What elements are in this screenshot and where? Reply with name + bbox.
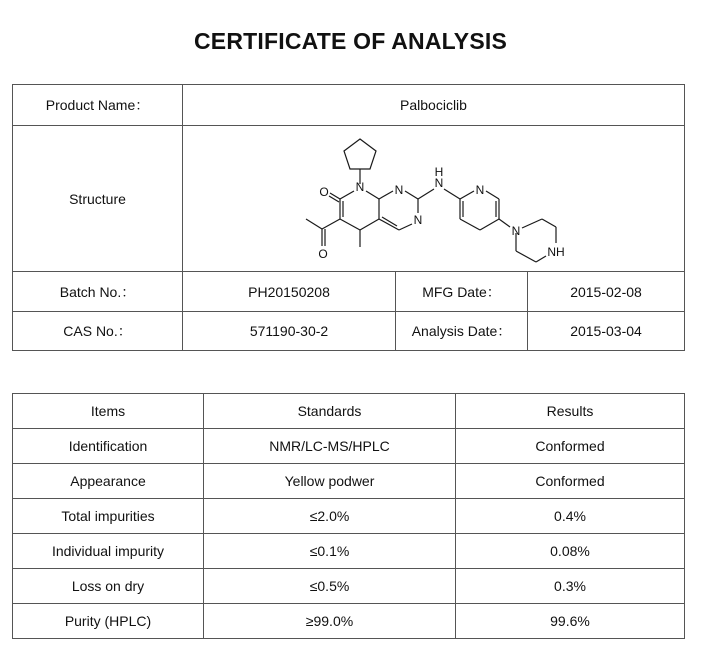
result-cell: 99.6%	[456, 604, 685, 639]
table-row	[13, 464, 685, 499]
mfg-date-label: MFG Date：	[396, 272, 528, 312]
batch-value: PH20150208	[183, 272, 396, 312]
results-header-row	[13, 394, 685, 429]
standard-cell: ≤0.5%	[204, 569, 456, 604]
atom-o-keto: O	[318, 184, 329, 199]
batch-label: Batch No.：	[13, 272, 183, 312]
atom-nh-link: N	[434, 175, 443, 190]
item-cell: Identification	[13, 429, 204, 464]
structure-cell	[183, 126, 685, 272]
cas-row	[13, 312, 685, 351]
atom-nh-piperazine: NH	[546, 244, 565, 259]
product-name-value: Palbociclib	[183, 85, 685, 126]
result-cell: 0.3%	[456, 569, 685, 604]
batch-row	[13, 272, 685, 312]
atom-n-pyridine: N	[475, 182, 484, 197]
mfg-date-value: 2015-02-08	[528, 272, 685, 312]
table-row	[13, 569, 685, 604]
analysis-date-value: 2015-03-04	[528, 312, 685, 351]
table-row	[13, 534, 685, 569]
atom-n-piperazine: N	[511, 223, 520, 238]
table-row	[13, 429, 685, 464]
product-name-label: Product Name：	[13, 85, 183, 126]
item-cell: Purity (HPLC)	[13, 604, 204, 639]
cyclopentyl-ring	[344, 139, 376, 169]
header-standards: Standards	[204, 394, 456, 429]
atom-h-link: H	[434, 164, 443, 179]
standard-cell: ≤2.0%	[204, 499, 456, 534]
atom-n-pyrimidine-top: N	[394, 182, 403, 197]
item-cell: Appearance	[13, 464, 204, 499]
document-title: CERTIFICATE OF ANALYSIS	[194, 28, 507, 54]
header-items: Items	[13, 394, 204, 429]
item-cell: Total impurities	[13, 499, 204, 534]
analysis-results-table	[12, 393, 685, 639]
table-row	[13, 499, 685, 534]
result-cell: 0.4%	[456, 499, 685, 534]
cas-value: 571190-30-2	[183, 312, 396, 351]
standard-cell: Yellow podwer	[204, 464, 456, 499]
standard-cell: ≤0.1%	[204, 534, 456, 569]
product-name-row	[13, 85, 685, 126]
result-cell: Conformed	[456, 464, 685, 499]
header-results: Results	[456, 394, 685, 429]
result-cell: Conformed	[456, 429, 685, 464]
structure-row	[13, 126, 685, 272]
result-cell: 0.08%	[456, 534, 685, 569]
analysis-date-label: Analysis Date：	[396, 312, 528, 351]
chemical-structure-diagram	[284, 129, 584, 269]
cas-label: CAS No.：	[13, 312, 183, 351]
product-info-table	[12, 84, 685, 351]
standard-cell: ≥99.0%	[204, 604, 456, 639]
atom-n-pyrimidine-bottom: N	[413, 212, 422, 227]
structure-label: Structure	[13, 126, 183, 272]
item-cell: Individual impurity	[13, 534, 204, 569]
table-row	[13, 604, 685, 639]
item-cell: Loss on dry	[13, 569, 204, 604]
standard-cell: NMR/LC-MS/HPLC	[204, 429, 456, 464]
atom-n-ring: N	[355, 179, 364, 194]
atom-o-acetyl: O	[317, 246, 328, 261]
